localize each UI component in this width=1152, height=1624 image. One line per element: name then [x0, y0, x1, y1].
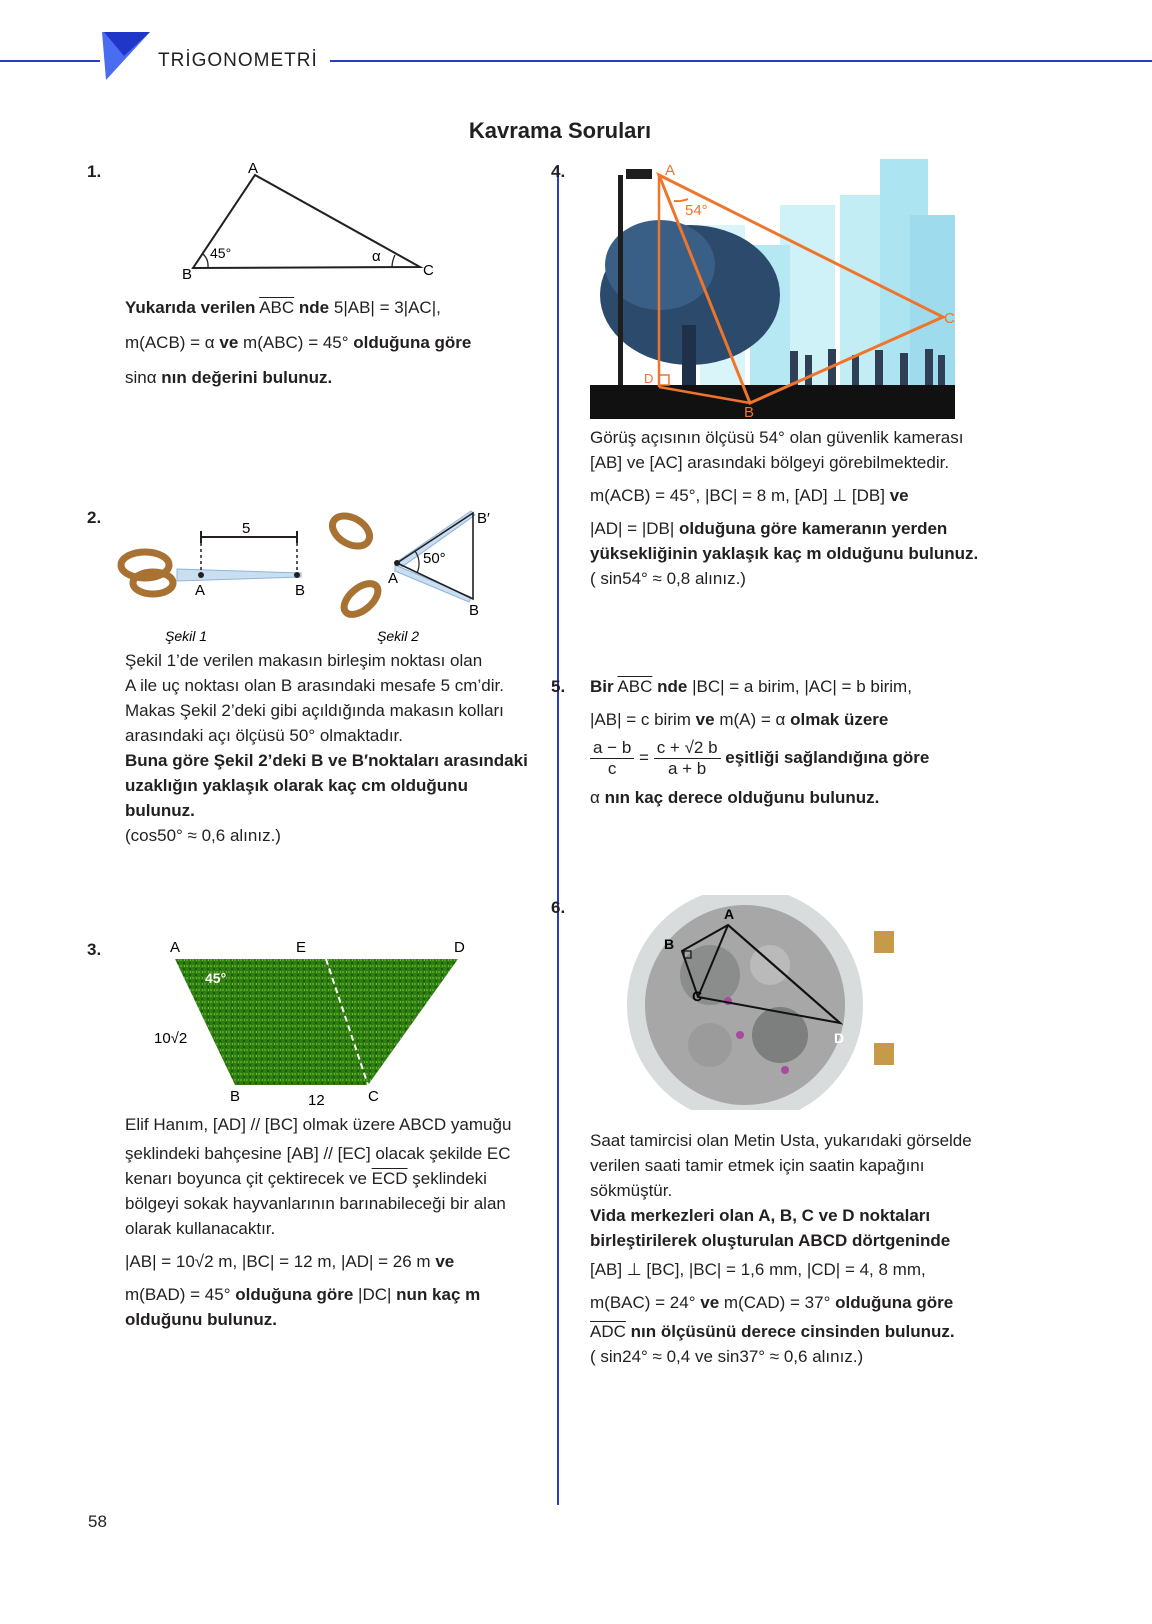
- q3-label-c: C: [368, 1088, 379, 1105]
- q3-label-b: B: [230, 1088, 241, 1105]
- q1-angle-b: 45°: [210, 245, 232, 261]
- q3-side-ab: 10√2: [154, 1030, 188, 1047]
- column-divider: [557, 165, 559, 1505]
- q3-text: Elif Hanım, [AD] // [BC] olmak üzere ABCD yamuğu şeklindeki bahçesine [AB] // [EC] olacak şekilde EC kenarı boyunca çit çektirecek ve $\overline{ECD}$ şeklindeki bölgeyi sokak hayvanlarının barınabileceği bir alan olarak kullanacaktır. |AB| = 10√2 m, |BC| = 12 m, |AD| = 26 m ve m(BAD) = 45° olduğuna göre |DC| nun kaç m olduğunu bulunuz.: [125, 1115, 512, 1329]
- triangle-logo-icon: [102, 24, 152, 82]
- q4-label-b: B: [744, 404, 755, 421]
- lamp-post-icon: [618, 175, 623, 390]
- page-title: Kavrama Soruları: [468, 118, 652, 143]
- q5-fraction-right: $\frac{c + √2 b}{a + b}$: [654, 738, 721, 779]
- q6-watch-figure: [620, 895, 910, 1110]
- q2-number: 2.: [87, 508, 102, 527]
- q4-label-d: D: [644, 371, 654, 386]
- camera-icon: [626, 169, 652, 179]
- q2-dist-label: 5: [242, 520, 251, 537]
- q1-text: Yukarıda verilen $\overline{ABC}$ nde 5|AB| = 3|AC|, m(ACB) = α ve m(ABC) = 45° olduğuna göre sinα nın değerini bulunuz.: [125, 298, 472, 387]
- scissors-closed-icon: [121, 552, 301, 594]
- q4-camera-figure: [590, 155, 955, 423]
- q4-text: Görüş açısının ölçüsü 54° olan güvenlik kamerası [AB] ve [AC] arasındaki bölgeyi görebilmektedir. m(ACB) = 45°, |BC| = 8 m, [AD] ⊥ [DB] ve |AD| = |DB| olduğuna göre kameranın yerden yüksekliğinin yaklaşık kaç m olduğunu bulunuz. ( sin54° ≈ 0,8 alınız.): [590, 428, 979, 588]
- watch-movement-icon: [627, 895, 863, 1110]
- q1-label-c: C: [423, 262, 434, 279]
- q6-label-a: A: [724, 906, 735, 922]
- q4-number: 4.: [551, 162, 566, 181]
- q1-label-a: A: [248, 160, 259, 177]
- q4-label-c: C: [944, 310, 955, 327]
- header-title: TRİGONOMETRİ: [158, 50, 318, 71]
- q2-fig2-bprime: B′: [477, 510, 490, 527]
- q3-label-e: E: [296, 939, 307, 956]
- q6-label-b: B: [664, 936, 675, 952]
- q6-number: 6.: [551, 898, 566, 917]
- q3-trapezoid-figure: [150, 935, 480, 1110]
- q5-text: Bir $\overline{ABC}$ nde |BC| = a birim, |AC| = b birim, |AB| = c birim ve m(A) = α olmak üzere $\frac{a - b}{c}$ = $\frac{c + √2 b}{a + b}$ eşitliği sağlandığına göre α nın kaç derece olduğunu bulunuz.: [590, 677, 930, 807]
- q2-scissors-figure: [115, 505, 535, 650]
- page-number: 58: [88, 1512, 107, 1531]
- q1-number: 1.: [87, 162, 102, 181]
- q3-side-bc: 12: [308, 1092, 325, 1109]
- q4-angle: 54°: [685, 202, 708, 219]
- q1-triangle-figure: [170, 155, 450, 285]
- q3-label-d: D: [454, 939, 465, 956]
- q2-fig1-a: A: [195, 582, 206, 599]
- header-rule-left: [0, 60, 100, 62]
- q2-fig2-angle: 50°: [423, 550, 446, 567]
- q5-fraction-left: $\frac{a - b}{c}$: [590, 738, 634, 779]
- q2-fig1-b: B: [295, 582, 306, 599]
- q6-label-d: D: [834, 1030, 845, 1046]
- q2-text: Şekil 1’de verilen makasın birleşim noktası olan A ile uç noktası olan B arasındaki mesafe 5 cm’dir. Makas Şekil 2’deki gibi açıldığında makasın kolları arasındaki açı ölçüsü 50° olmaktadır. Buna göre Şekil 2’deki B ve B′noktaları arasındaki uzaklığın yaklaşık olarak kaç cm olduğunu bulunuz. (cos50° ≈ 0,6 alınız.): [125, 651, 528, 845]
- q2-caption-1: Şekil 1: [165, 628, 208, 644]
- q5-number: 5.: [551, 677, 566, 696]
- header-rule-right: [330, 60, 1152, 62]
- ground: [590, 385, 955, 419]
- q2-fig2-a: A: [388, 570, 399, 587]
- crown-top-icon: [874, 931, 894, 953]
- q6-text: Saat tamircisi olan Metin Usta, yukarıdaki görselde verilen saati tamir etmek için saatin kapağını sökmüştür. Vida merkezleri olan A, B, C ve D noktaları birleştirilerek oluşturulan ABCD dörtgeninde [AB] ⊥ [BC], |BC| = 1,6 mm, |CD| = 4, 8 mm, m(BAC) = 24° ve m(CAD) = 37° olduğuna göre $\overline{ADC}$ nın ölçüsünü derece cinsinden bulunuz. ( sin24° ≈ 0,4 ve sin37° ≈ 0,6 alınız.): [590, 1131, 972, 1366]
- q3-angle: 45°: [205, 970, 227, 986]
- q3-number: 3.: [87, 940, 102, 959]
- q3-label-a: A: [170, 939, 181, 956]
- q2-fig2-b: B: [469, 602, 480, 619]
- q2-caption-2: Şekil 2: [377, 628, 420, 644]
- q1-label-b: B: [182, 266, 193, 283]
- q6-label-c: C: [692, 988, 703, 1004]
- q1-angle-c: α: [372, 248, 381, 265]
- q4-label-a: A: [665, 162, 676, 179]
- crown-bottom-icon: [874, 1043, 894, 1065]
